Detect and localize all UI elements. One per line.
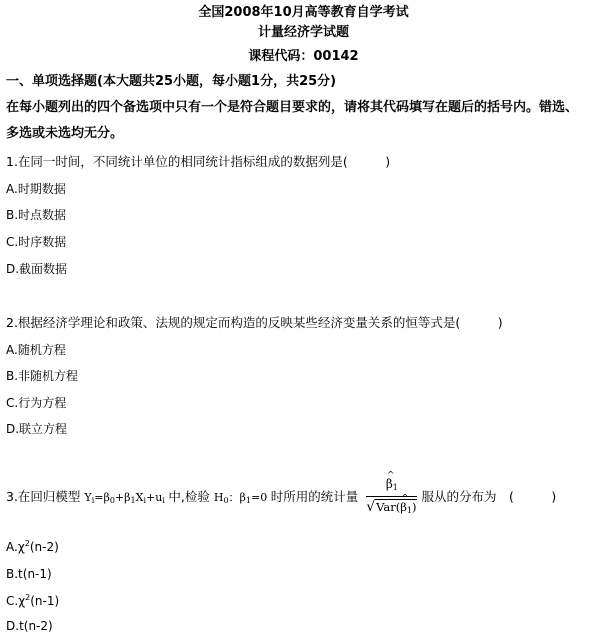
course-code: 课程代码：00142: [248, 49, 359, 64]
question-2-option-d: D.联立方程: [6, 422, 68, 436]
section-instruction-continued: 多选或未选均无分。: [6, 126, 124, 141]
question-1-option-c: C.时序数据: [6, 235, 67, 249]
question-1-stem: 1.在同一时间，不同统计单位的相同统计指标组成的数据列是( ): [6, 154, 391, 169]
exam-subtitle: 计量经济学试题: [257, 25, 349, 40]
question-3-stem: [6, 477, 556, 521]
question-2-option-b: B.非随机方程: [6, 369, 79, 383]
question-3-option-a: $A.\chi^2(n-2)$: [6, 539, 59, 554]
question-2-stem: 2.根据经济学理论和政策、法规的规定而构造的反映某些经济变量关系的恒等式是( ): [6, 315, 503, 330]
question-3-option-c: $C.\chi^2(n-1)$: [6, 593, 60, 608]
question-1-option-b: B.时点数据: [6, 208, 67, 222]
regression-model: $Y_i=\beta_0+\beta_1X_i+u_i$: [84, 491, 165, 505]
question-3-stem-part4: 服从的分布为 ( ): [421, 489, 557, 504]
section-heading: 一、单项选择题(本大题共25小题，每小题1分，共25分): [6, 74, 337, 89]
statistic-numerator: ^ $\beta_1$: [366, 477, 417, 497]
exam-title: 全国2008年10月高等教育自学考试: [198, 5, 409, 20]
question-3-stem-part1: 3.在回归模型: [6, 489, 81, 504]
null-hypothesis: $H_0$：$\beta_1=0$: [213, 491, 268, 505]
question-3-option-b: B.t(n-1): [6, 567, 52, 581]
question-2-option-c: C.行为方程: [6, 396, 67, 410]
question-1-option-d: D.截面数据: [6, 262, 68, 276]
sqrt-icon: √: [366, 499, 376, 515]
question-2-option-a: A.随机方程: [6, 343, 66, 357]
statistic-denominator: √Var(^ $\beta_1$): [366, 497, 417, 518]
test-statistic-fraction: [366, 477, 417, 518]
question-1-option-a: A.时期数据: [6, 182, 66, 196]
question-3-stem-part2: 中,检验: [168, 489, 210, 504]
question-3-stem-part3: 时所用的统计量: [270, 489, 359, 504]
section-instruction: 在每小题列出的四个备选项中只有一个是符合题目要求的，请将其代码填写在题后的括号内。错选、: [6, 100, 579, 115]
question-3-option-d: D.t(n-2): [6, 619, 53, 633]
